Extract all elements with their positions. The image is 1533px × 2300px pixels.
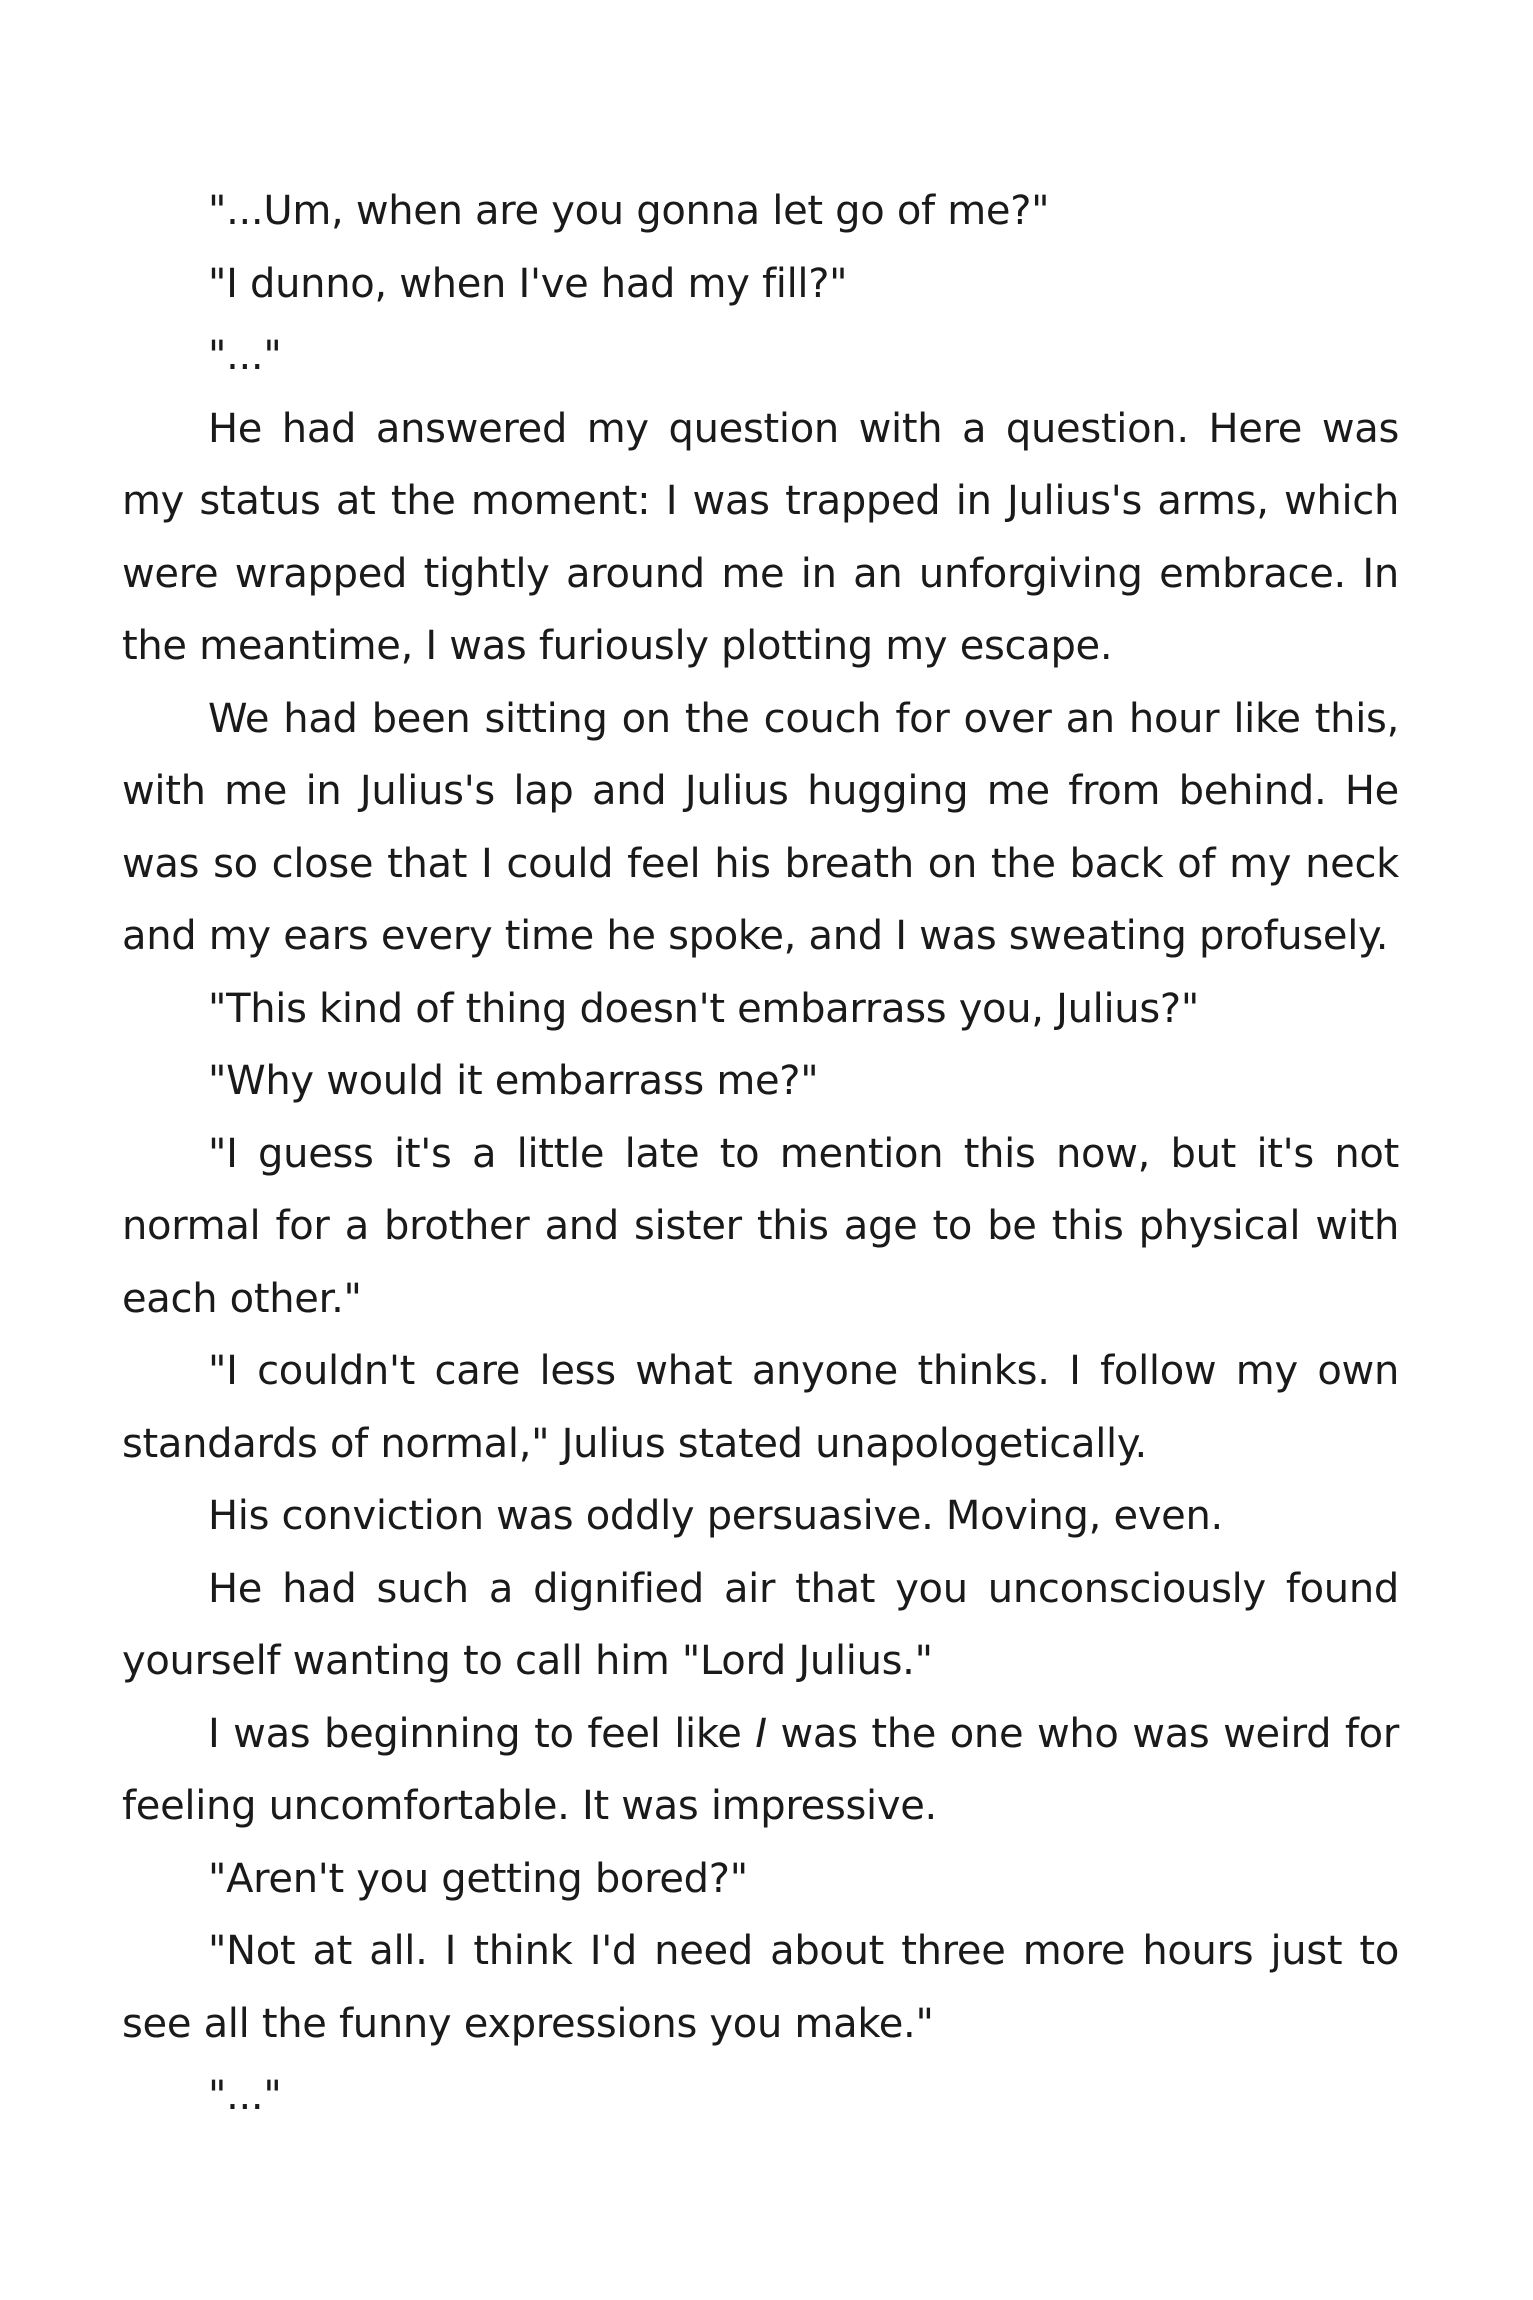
dialogue-line: "This kind of thing doesn't embarrass you, Julius?" (208, 985, 1199, 1032)
dialogue-line: "..." (208, 333, 282, 379)
narration-paragraph (122, 1698, 1399, 1843)
narration-text: I was beginning to feel like (208, 1710, 756, 1757)
dialogue-line: "..." (208, 2073, 282, 2119)
emphasis-text: I (755, 1710, 767, 1757)
narration-text: was the one who was weird for feeling uncomfortable. It was impressive. (122, 1710, 1399, 1829)
dialogue-line: "...Um, when are you gonna let go of me?" (208, 188, 1050, 234)
dialogue-line: "I dunno, when I've had my fill?" (208, 260, 848, 307)
page-body (122, 175, 1399, 2133)
narration-paragraph: We had been sitting on the couch for over an hour like this, with me in Julius's lap and Julius hugging me from behind. He was so close that I could feel his breath on the back of my neck and my ears every time he spoke, and I was sweating profusely. (122, 695, 1399, 959)
dialogue-line: "Why would it embarrass me?" (208, 1058, 819, 1104)
narration-paragraph: He had such a dignified air that you unconsciously found yourself wanting to call him "Lord Julius." (122, 1565, 1399, 1684)
dialogue-line: "I guess it's a little late to mention this now, but it's not normal for a brother and sister this age to be this physical with each other." (122, 1130, 1399, 1322)
dialogue-line: "I couldn't care less what anyone thinks. I follow my own standards of normal," Julius stated unapologetically. (122, 1348, 1399, 1467)
narration-paragraph: He had answered my question with a question. Here was my status at the moment: I was trapped in Julius's arms, which were wrapped tightly around me in an unforgiving embrace. In the meantime, I was furiously plotting my escape. (122, 405, 1399, 669)
dialogue-line: "Not at all. I think I'd need about three more hours just to see all the funny expressions you make." (122, 1928, 1399, 2047)
dialogue-line: "Aren't you getting bored?" (208, 1855, 748, 1902)
narration-paragraph: His conviction was oddly persuasive. Moving, even. (208, 1493, 1223, 1539)
